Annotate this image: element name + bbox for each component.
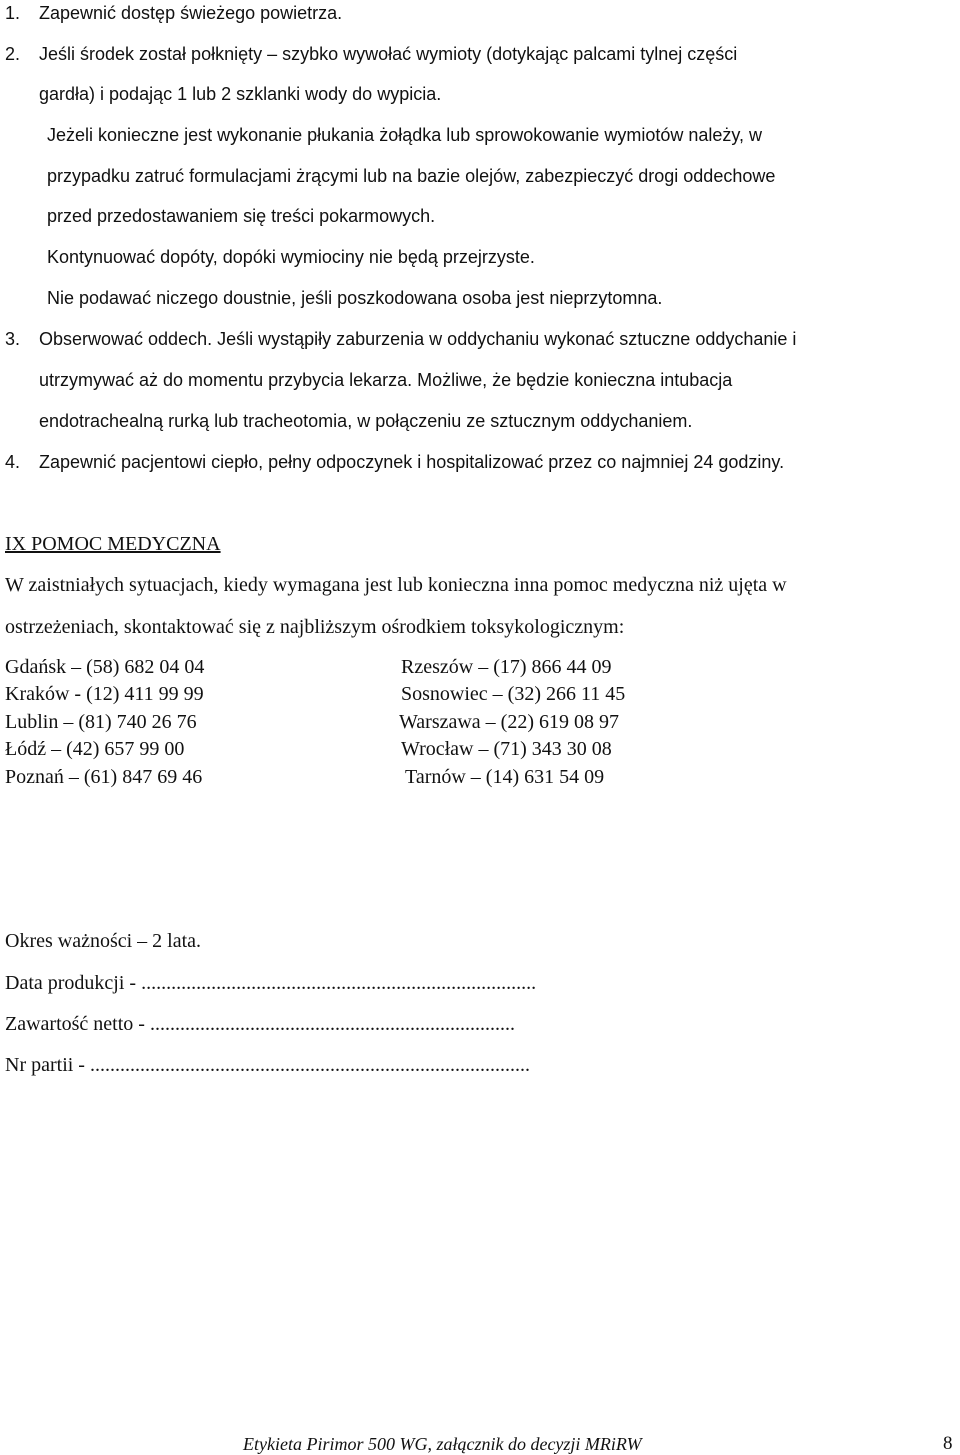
page-number: 8 <box>943 1433 953 1454</box>
toxicology-center-entry: Warszawa – (22) 619 08 97 <box>399 711 619 733</box>
first-aid-item-1 <box>5 4 342 22</box>
toxicology-center-entry: Tarnów – (14) 631 54 09 <box>405 766 605 788</box>
first-aid-item-3-cont: utrzymywać aż do momentu przybycia lekarza. Możliwe, że będzie konieczna intubacja <box>39 370 733 390</box>
gastric-lavage-note-line: Kontynuować dopóty, dopóki wymiociny nie będą przejrzyste. <box>47 247 535 267</box>
toxicology-center-entry: Rzeszów – (17) 866 44 09 <box>401 656 612 678</box>
gastric-lavage-note-line: przypadku zatruć formulacjami żrącymi lub na bazie olejów, zabezpieczyć drogi oddechowe <box>47 166 776 186</box>
toxicology-center-entry: Gdańsk – (58) 682 04 04 <box>5 656 205 678</box>
first-aid-item-2 <box>5 45 737 63</box>
item-text: Zapewnić pacjentowi ciepło, pełny odpoczynek i hospitalizować przez co najmniej 24 godziny. <box>39 452 785 472</box>
toxicology-center-entry: Poznań – (61) 847 69 46 <box>5 766 203 788</box>
item-number: 3. <box>5 329 21 349</box>
first-aid-item-3-cont: endotrachealną rurką lub tracheotomia, w połączeniu ze sztucznym oddychaniem. <box>39 411 693 431</box>
toxicology-center-entry: Lublin – (81) 740 26 76 <box>5 711 197 733</box>
first-aid-item-4 <box>5 453 784 471</box>
item-text: Zapewnić dostęp świeżego powietrza. <box>39 3 343 23</box>
validity-period: Okres ważności – 2 lata. <box>5 930 202 952</box>
first-aid-item-2-cont: gardła) i podając 1 lub 2 szklanki wody do wypicia. <box>39 84 442 104</box>
section-heading: IX POMOC MEDYCZNA <box>5 533 221 555</box>
item-number: 1. <box>5 3 21 23</box>
gastric-lavage-note-line: Jeżeli konieczne jest wykonanie płukania żołądka lub sprowokowanie wymiotów należy, w <box>47 125 763 145</box>
item-number: 4. <box>5 452 21 472</box>
item-text: Obserwować oddech. Jeśli wystąpiły zaburzenia w oddychaniu wykonać sztuczne oddychanie i <box>39 329 797 349</box>
gastric-lavage-note-line: przed przedostawaniem się treści pokarmowych. <box>47 206 436 226</box>
toxicology-center-entry: Łódź – (42) 657 99 00 <box>5 738 185 760</box>
production-date-field: Data produkcji - ............................................................................... <box>5 972 537 994</box>
batch-number-field: Nr partii - ........................................................................................ <box>5 1054 530 1076</box>
section-paragraph-line: ostrzeżeniach, skontaktować się z najbliższym ośrodkiem toksykologicznym: <box>5 616 625 638</box>
footer-title: Etykieta Pirimor 500 WG, załącznik do decyzji MRiRW <box>243 1434 642 1454</box>
item-text: Jeśli środek został połknięty – szybko wywołać wymioty (dotykając palcami tylnej części <box>39 44 738 64</box>
net-content-field: Zawartość netto - ......................................................................... <box>5 1013 515 1035</box>
toxicology-center-entry: Kraków - (12) 411 99 99 <box>5 683 204 705</box>
section-paragraph-line: W zaistniałych sytuacjach, kiedy wymagana jest lub konieczna inna pomoc medyczna niż ujęta w <box>5 574 787 596</box>
toxicology-center-entry: Wrocław – (71) 343 30 08 <box>401 738 612 760</box>
toxicology-center-entry: Sosnowiec – (32) 266 11 45 <box>401 683 626 705</box>
gastric-lavage-note-line: Nie podawać niczego doustnie, jeśli poszkodowana osoba jest nieprzytomna. <box>47 288 663 308</box>
item-number: 2. <box>5 44 21 64</box>
first-aid-item-3 <box>5 330 796 348</box>
